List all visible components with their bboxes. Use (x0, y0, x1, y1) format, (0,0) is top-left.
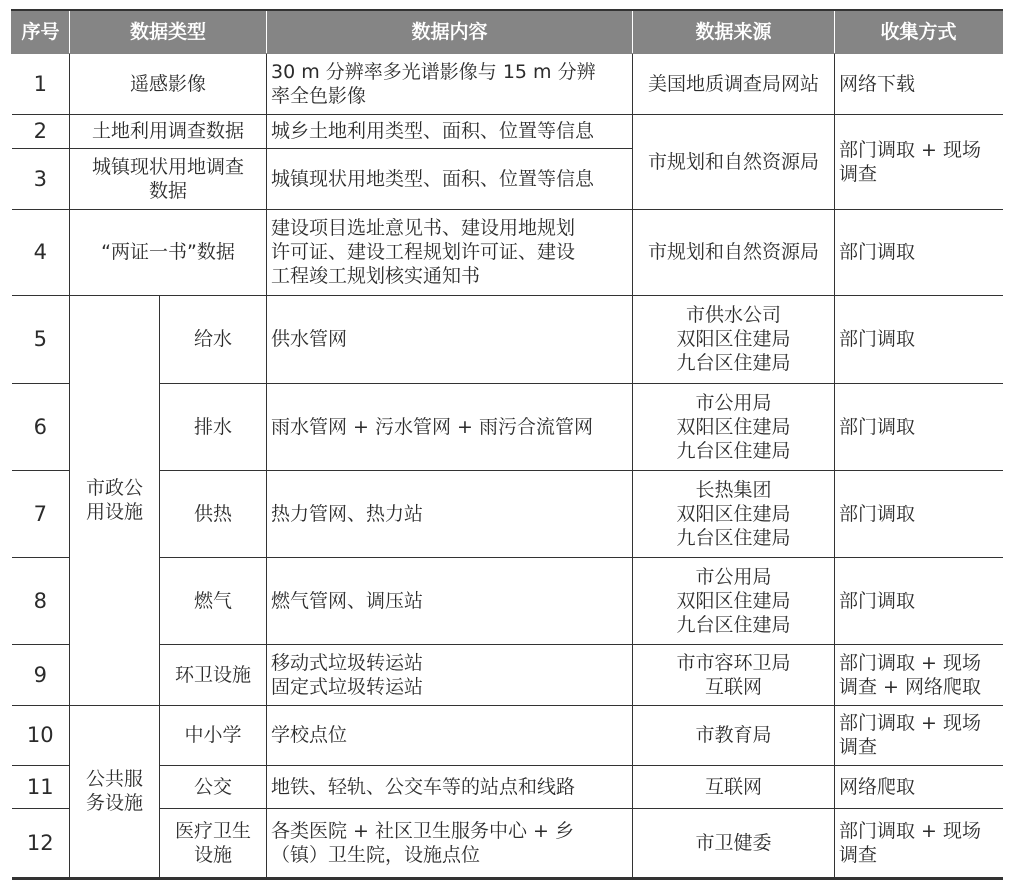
collection-method: 网络下载 (835, 53, 1003, 114)
data-content: 城乡土地利用类型、面积、位置等信息 (267, 114, 633, 148)
data-content: 移动式垃圾转运站 固定式垃圾转运站 (267, 644, 633, 705)
group-municipal: 市政公 用设施 (70, 295, 160, 705)
table-row (12, 114, 1003, 148)
data-subtype: 排水 (160, 383, 267, 470)
collection-method: 部门调取 + 现场 调查 (835, 808, 1003, 878)
collection-method: 部门调取 + 现场 调查 (835, 705, 1003, 765)
data-type: 城镇现状用地调查 数据 (70, 148, 267, 209)
table-row (12, 644, 1003, 705)
data-content: 各类医院 + 社区卫生服务中心 + 乡 （镇）卫生院，设施点位 (267, 808, 633, 878)
data-source: 市规划和自然资源局 (633, 114, 835, 209)
data-content: 热力管网、热力站 (267, 470, 633, 557)
data-content: 燃气管网、调压站 (267, 557, 633, 644)
data-subtype: 供热 (160, 470, 267, 557)
data-content: 雨水管网 + 污水管网 + 雨污合流管网 (267, 383, 633, 470)
collection-method: 部门调取 (835, 209, 1003, 295)
data-source: 市市容环卫局 互联网 (633, 644, 835, 705)
data-source: 美国地质调查局网站 (633, 53, 835, 114)
data-content: 供水管网 (267, 295, 633, 383)
data-source: 长热集团 双阳区住建局 九台区住建局 (633, 470, 835, 557)
data-source: 市教育局 (633, 705, 835, 765)
table-row (12, 765, 1003, 808)
data-content: 地铁、轻轨、公交车等的站点和线路 (267, 765, 633, 808)
collection-method: 部门调取 + 现场 调查 (835, 114, 1003, 209)
row-number: 5 (12, 295, 70, 383)
row-number: 2 (12, 114, 70, 148)
data-subtype: 公交 (160, 765, 267, 808)
data-source: 市供水公司 双阳区住建局 九台区住建局 (633, 295, 835, 383)
row-number: 4 (12, 209, 70, 295)
table-row (12, 557, 1003, 644)
data-content: 建设项目选址意见书、建设用地规划 许可证、建设工程规划许可证、建设 工程竣工规划核实通知书 (267, 209, 633, 295)
data-type: 土地利用调查数据 (70, 114, 267, 148)
row-number: 8 (12, 557, 70, 644)
header-source: 数据来源 (633, 10, 835, 53)
collection-method: 网络爬取 (835, 765, 1003, 808)
data-source: 互联网 (633, 765, 835, 808)
row-number: 11 (12, 765, 70, 808)
header-no: 序号 (12, 10, 70, 53)
row-number: 6 (12, 383, 70, 470)
row-number: 1 (12, 53, 70, 114)
data-source: 市规划和自然资源局 (633, 209, 835, 295)
data-content: 学校点位 (267, 705, 633, 765)
table-row (12, 705, 1003, 765)
header-method: 收集方式 (835, 10, 1003, 53)
data-collection-table (11, 9, 1003, 880)
row-number: 3 (12, 148, 70, 209)
collection-method: 部门调取 + 现场 调查 + 网络爬取 (835, 644, 1003, 705)
collection-method: 部门调取 (835, 383, 1003, 470)
data-subtype: 燃气 (160, 557, 267, 644)
header-type: 数据类型 (70, 10, 267, 53)
table-row (12, 295, 1003, 383)
data-subtype: 医疗卫生 设施 (160, 808, 267, 878)
table-row (12, 53, 1003, 114)
data-content: 30 m 分辨率多光谱影像与 15 m 分辨 率全色影像 (267, 53, 633, 114)
row-number: 7 (12, 470, 70, 557)
header-content: 数据内容 (267, 10, 633, 53)
table-row (12, 808, 1003, 878)
data-subtype: 给水 (160, 295, 267, 383)
group-public-service: 公共服 务设施 (70, 705, 160, 878)
data-subtype: 环卫设施 (160, 644, 267, 705)
data-source: 市公用局 双阳区住建局 九台区住建局 (633, 383, 835, 470)
row-number: 9 (12, 644, 70, 705)
data-type: “两证一书”数据 (70, 209, 267, 295)
data-subtype: 中小学 (160, 705, 267, 765)
collection-method: 部门调取 (835, 295, 1003, 383)
collection-method: 部门调取 (835, 557, 1003, 644)
table-row (12, 470, 1003, 557)
data-source: 市公用局 双阳区住建局 九台区住建局 (633, 557, 835, 644)
row-number: 12 (12, 808, 70, 878)
data-source: 市卫健委 (633, 808, 835, 878)
data-type: 遥感影像 (70, 53, 267, 114)
header-row (12, 10, 1003, 53)
collection-method: 部门调取 (835, 470, 1003, 557)
table-row (12, 383, 1003, 470)
data-content: 城镇现状用地类型、面积、位置等信息 (267, 148, 633, 209)
table-row (12, 209, 1003, 295)
row-number: 10 (12, 705, 70, 765)
